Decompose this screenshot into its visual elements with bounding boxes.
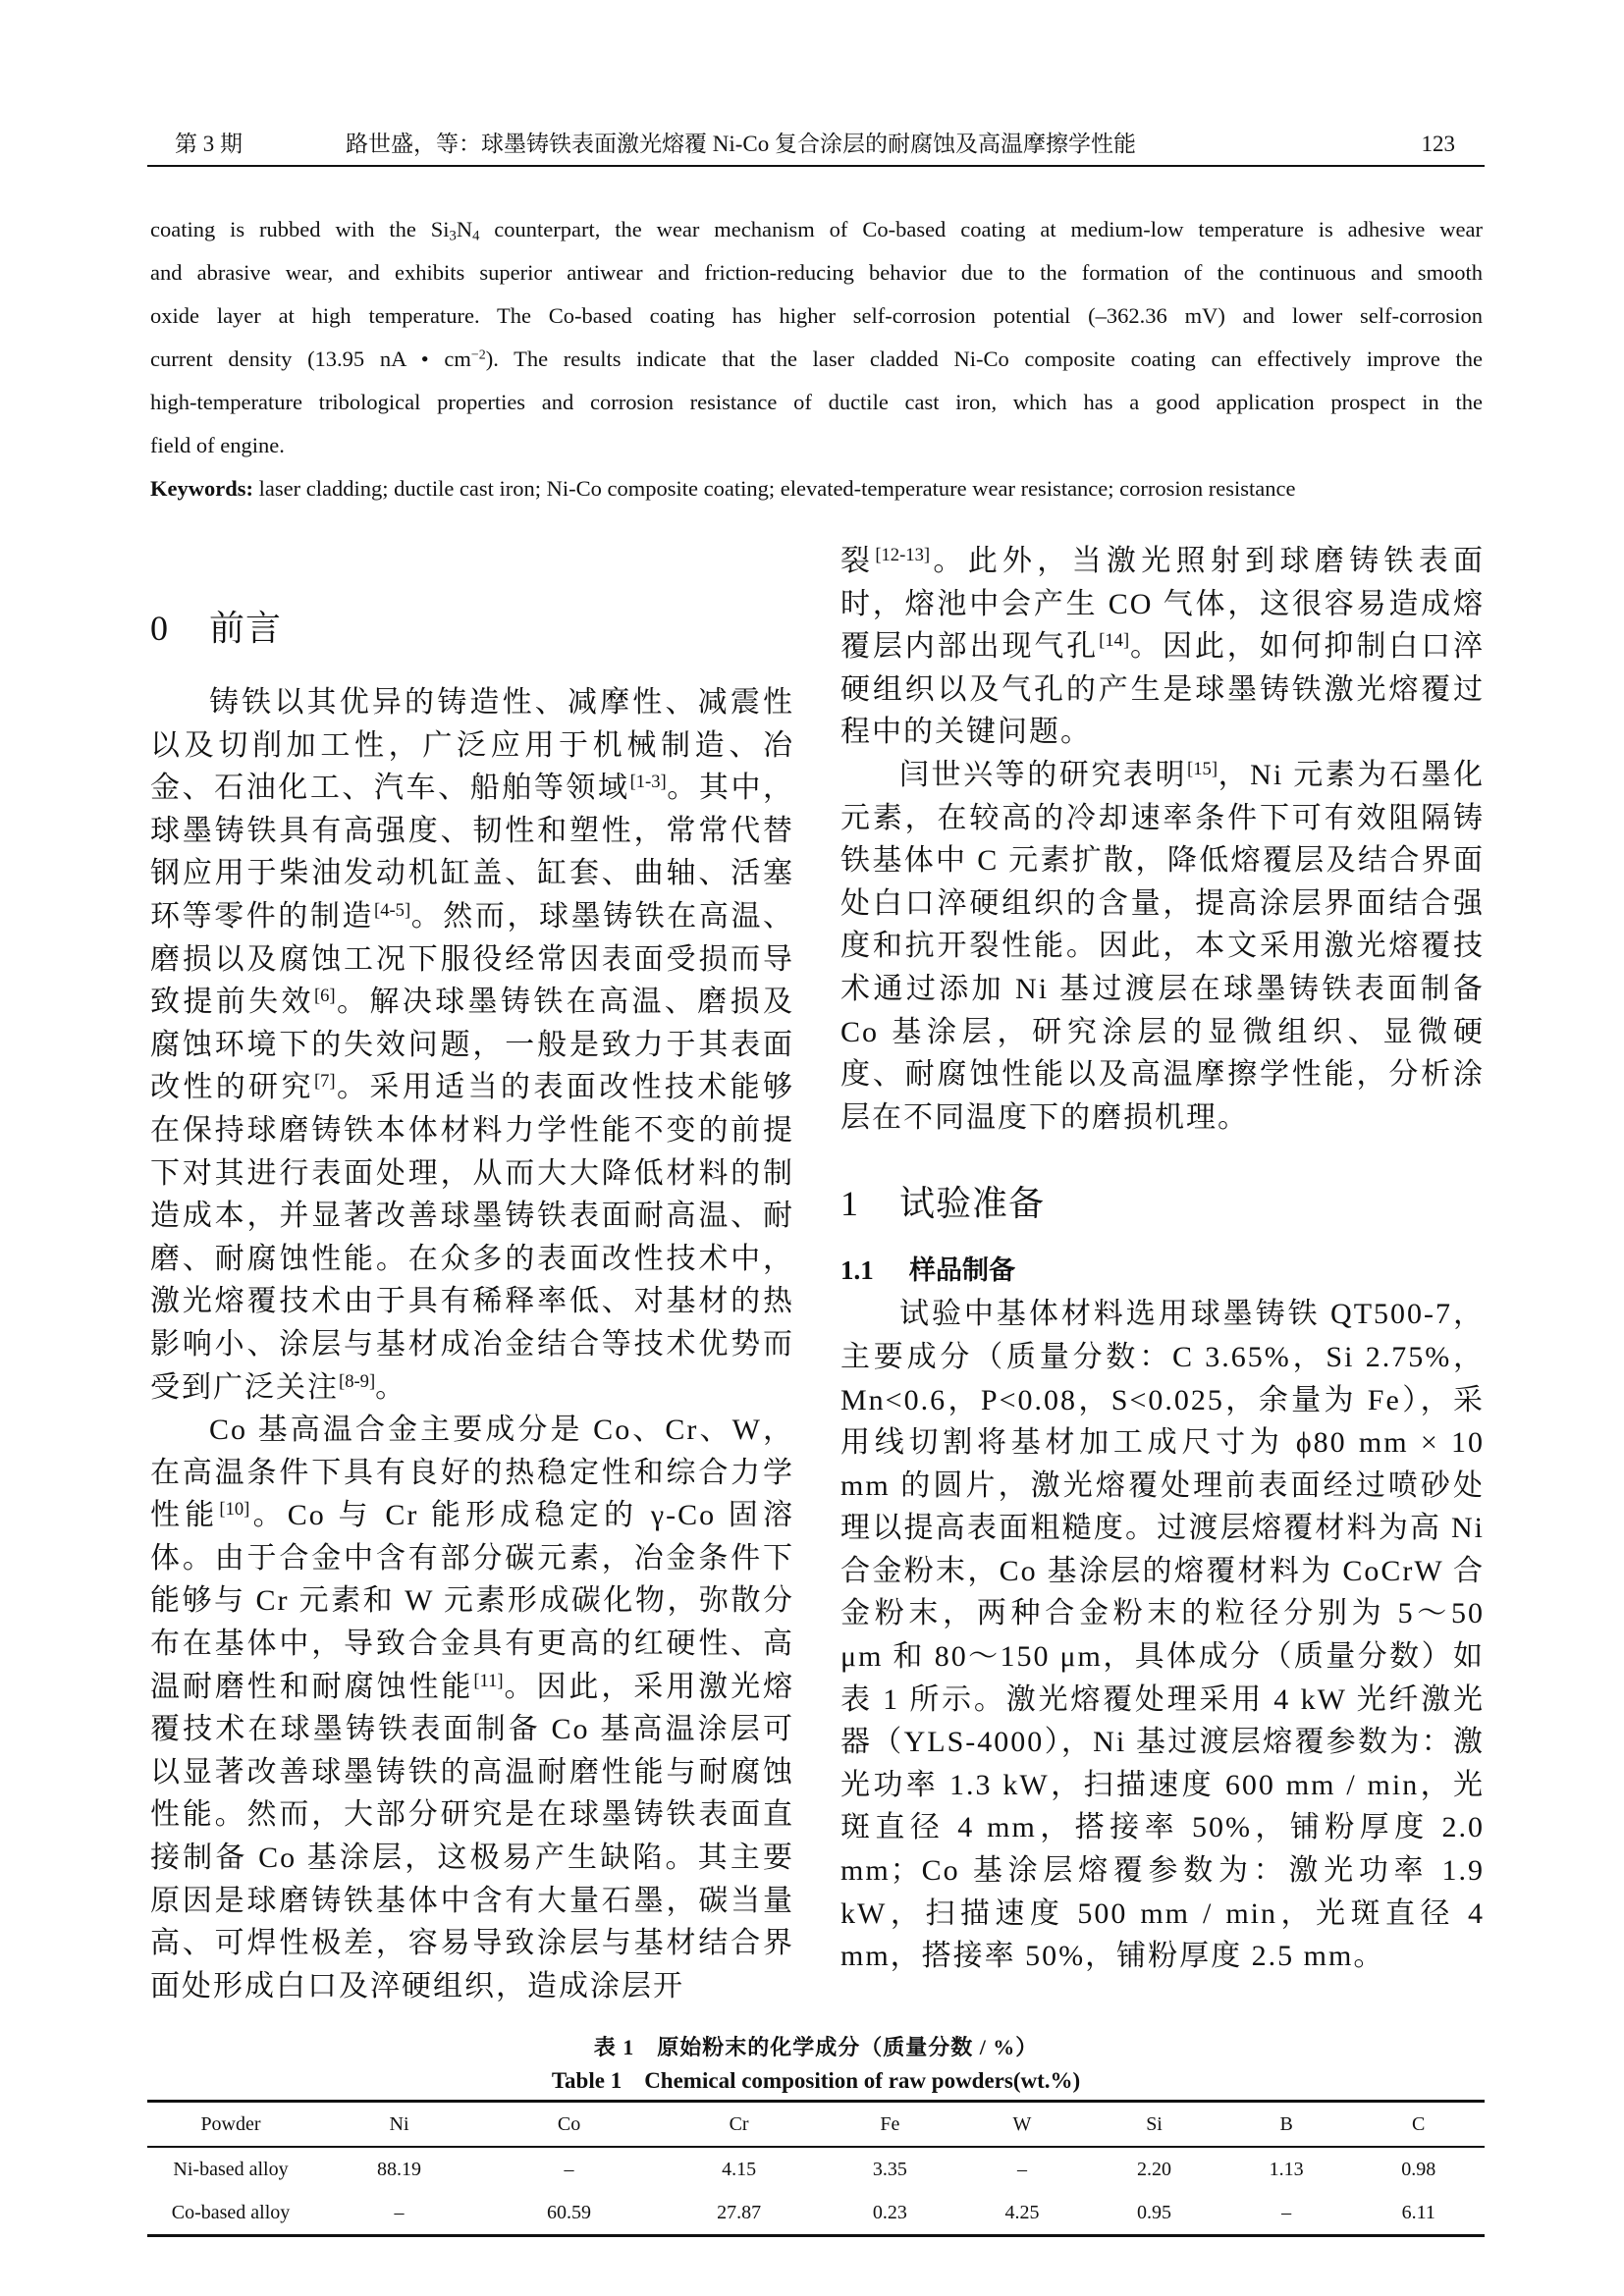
right-column [840, 540, 1485, 2007]
section-heading-0 [150, 599, 794, 658]
abstract-line [150, 338, 1483, 381]
section-number: 0 [150, 609, 169, 648]
citation: [10] [219, 1499, 250, 1521]
text-run: and abrasive wear, and exhibits superior antiwear and friction-reducing behavior due to the formation of the continuous and smooth [150, 260, 1483, 285]
table-cell: – [394, 2201, 405, 2223]
abstract-line [150, 251, 1483, 294]
citation: [14] [1099, 629, 1130, 651]
column-header: W [1012, 2112, 1032, 2135]
table-row [147, 2191, 1485, 2236]
subscript: 3 [449, 228, 457, 244]
column-header: Si [1146, 2112, 1163, 2135]
table-cell: 4.25 [1004, 2201, 1040, 2223]
text-run: ，Ni 元素为石墨化元素，在较高的冷却速率条件下可有效阻隔铸铁基体中 C 元素扩散，降低熔覆层及结合界面处白口淬硬组织的含量，提高涂层界面结合强度和抗开裂性能。因此，本文采用激光熔覆技术通过添加 Ni 基过渡层在球墨铸铁表面制备 Co 基涂层，研究涂层的显微组织、显微硬度、耐腐蚀性能以及高温摩擦学性能，分析涂层在不同温度下的磨损机理。 [840, 758, 1486, 1134]
column-header: Powder [200, 2112, 261, 2135]
subscript: 4 [472, 228, 480, 244]
text-run: coating is rubbed with the Si [150, 217, 450, 241]
table-header-row [147, 2102, 1485, 2148]
citation: [12-13] [875, 544, 931, 565]
text-run: counterpart, the wear mechanism of Co-based coating at medium-low temperature is adhesive wear [479, 217, 1483, 241]
left-column [150, 540, 794, 2007]
table-cell: – [1281, 2201, 1292, 2223]
table-cell: 2.20 [1137, 2158, 1172, 2180]
text-run: 。 [375, 1370, 407, 1404]
text-run: field of engine. [150, 433, 285, 457]
text-run: 。然而，球墨铸铁在高温、磨损以及腐蚀工况下服役经常因表面受损而导致提前失效 [150, 899, 795, 1019]
subsection-title: 样品制备 [909, 1255, 1015, 1287]
two-column-body [150, 540, 1485, 2007]
table-cell: 88.19 [377, 2158, 422, 2180]
text-run: 裂 [840, 545, 876, 577]
citation: [15] [1187, 758, 1218, 779]
citation: [4-5] [374, 899, 411, 921]
table-caption-en: Table 1 Chemical composition of raw powders(wt.%) [551, 2068, 1081, 2094]
text-run: ). The results indicate that the laser cladded Ni-Co composite coating can effectively improve the [485, 347, 1483, 371]
table-cell: 27.87 [717, 2201, 762, 2223]
table-cell: 0.98 [1401, 2158, 1436, 2180]
body-paragraph [840, 754, 1485, 1139]
keywords-text: laser cladding; ductile cast iron; Ni-Co composite coating; elevated-temperature wear resistance; corrosion resistance [253, 476, 1296, 501]
text-run: 。解决球墨铸铁在高温、磨损及腐蚀环境下的失效问题，一般是致力于其表面改性的研究 [150, 986, 795, 1104]
table-cell: 1.13 [1269, 2158, 1304, 2180]
table-block [147, 2031, 1485, 2237]
section-number: 1 [840, 1184, 859, 1224]
body-paragraph [150, 681, 794, 1409]
page-number: 123 [1421, 132, 1455, 156]
abstract [150, 208, 1483, 510]
table-cell: 6.11 [1401, 2201, 1435, 2223]
citation: [7] [313, 1071, 336, 1093]
text-run: N [456, 217, 473, 241]
section-heading-1 [840, 1174, 1485, 1233]
abstract-line [150, 208, 1483, 251]
column-header: Co [557, 2112, 581, 2135]
column-header: Ni [389, 2112, 409, 2135]
text-run: 。此外，当激光照射到球磨铸铁表面时，熔池中会产生 CO 气体，这很容易造成熔覆层内部出现气孔 [840, 545, 1486, 664]
column-header: Cr [729, 2112, 749, 2135]
citation: [11] [473, 1670, 504, 1691]
issue-number: 第 3 期 [175, 132, 243, 156]
keywords [150, 467, 1483, 510]
table-cell: 0.23 [872, 2201, 907, 2223]
text-run: 闫世兴等的研究表明 [899, 758, 1188, 791]
table-cell: 60.59 [547, 2201, 592, 2223]
citation: −2 [470, 347, 486, 363]
abstract-line [150, 294, 1483, 338]
subsection-number: 1.1 [840, 1255, 874, 1286]
running-title: 路世盛，等：球墨铸铁表面激光熔覆 Ni-Co 复合涂层的耐腐蚀及高温摩擦学性能 [346, 132, 1136, 156]
keywords-label: Keywords: [150, 476, 253, 501]
citation: [1-3] [629, 771, 667, 792]
subsection-heading-1-1 [840, 1249, 1485, 1293]
abstract-line [150, 381, 1483, 424]
citation: [8-9] [339, 1370, 376, 1392]
abstract-line [150, 424, 1483, 467]
table-cell: 3.35 [872, 2158, 907, 2180]
body-paragraph [840, 1293, 1485, 1978]
text-run: 试验中基体材料选用球墨铸铁 QT500-7，主要成分（质量分数：C 3.65%，Si 2.75%，Mn<0.6，P<0.08，S<0.025，余量为 Fe），采用线切割将基材加工成尺寸为 ϕ80 mm × 10 mm 的圆片，激光熔覆处理前表面经过喷砂处理以提高表面粗糙度。过渡层熔覆材料为高 Ni 合金粉末，Co 基涂层的熔覆材料为 CoCrW 合金粉末，两种合金粉末的粒径分别为 5～50 μm 和 80～150 μm，具体成分（质量分数）如表 1 所示。激光熔覆处理采用 4 kW 光纤激光器（YLS-4000），Ni 基过渡层熔覆参数为：激光功率 1.3 kW，扫描速度 600 mm / min，光斑直径 4 mm，搭接率 50%，铺粉厚度 2.0 mm；Co 基涂层熔覆参数为：激光功率 1.9 kW，扫描速度 500 mm / min，光斑直径 4 mm，搭接率 50%，铺粉厚度 2.5 mm。 [840, 1298, 1485, 1973]
text-run: 。因此，如何抑制白口淬硬组织以及气孔的产生是球墨铸铁激光熔覆过程中的关键问题。 [840, 630, 1486, 749]
table-cell: – [564, 2158, 574, 2180]
column-header: C [1412, 2112, 1426, 2135]
text-run: 。采用适当的表面改性技术能够在保持球磨铸铁本体材料力学性能不变的前提下对其进行表面处理，从而大大降低材料的制造成本，并显著改善球墨铸铁表面耐高温、耐磨、耐腐蚀性能。在众多的表面改性技术中，激光熔覆技术由于具有稀释率低、对基材的热影响小、涂层与基材成冶金结合等技术优势而受到广泛关注 [150, 1071, 795, 1404]
table-cell: 0.95 [1137, 2201, 1172, 2223]
page [147, 0, 1485, 2237]
table-row [147, 2147, 1485, 2191]
table-cell: Co-based alloy [171, 2201, 291, 2223]
text-run: 。Co 与 Cr 能形成稳定的 γ-Co 固溶体。由于合金中含有部分碳元素，冶金条件下能够与 Cr 元素和 W 元素形成碳化物，弥散分布在基体中，导致合金具有更高的红硬性、高温耐磨性和耐腐蚀性能 [150, 1499, 794, 1703]
column-header: B [1279, 2112, 1293, 2135]
table-cell: Ni-based alloy [173, 2158, 289, 2180]
text-run: 。其中，球墨铸铁具有高强度、韧性和塑性，常常代替钢应用于柴油发动机缸盖、缸套、曲轴、活塞环等零件的制造 [150, 772, 795, 933]
text-run: 铸铁以其优异的铸造性、减摩性、减震性以及切削加工性，广泛应用于机械制造、冶金、石油化工、汽车、船舶等领域 [150, 686, 794, 805]
header-rule [147, 165, 1485, 167]
text-run: oxide layer at high temperature. The Co-based coating has higher self-corrosion potential (–362.36 mV) and lower self-corrosion [150, 303, 1483, 328]
section-title: 试验准备 [899, 1184, 1046, 1224]
text-run: high-temperature tribological properties and corrosion resistance of ductile cast iron, which has a good application prospect in the [150, 390, 1483, 414]
citation: [6] [313, 985, 336, 1006]
text-run: Co 基高温合金主要成分是 Co、Cr、W，在高温条件下具有良好的热稳定性和综合力学性能 [150, 1414, 794, 1532]
table-caption-zh: 表 1 原始粉末的化学成分（质量分数 / %） [593, 2035, 1039, 2060]
text-run: current density (13.95 nA • cm [150, 347, 471, 371]
column-header: Fe [880, 2112, 900, 2135]
composition-table [147, 2100, 1485, 2237]
table-cell: – [1016, 2158, 1027, 2180]
body-paragraph [150, 1409, 794, 2007]
running-header [147, 130, 1485, 165]
body-paragraph [840, 540, 1485, 754]
section-title: 前言 [209, 609, 283, 648]
text-run: 。因此，采用激光熔覆技术在球墨铸铁表面制备 Co 基高温涂层可以显著改善球墨铸铁的高温耐磨性能与耐腐蚀性能。然而，大部分研究是在球墨铸铁表面直接制备 Co 基涂层，这极易产生缺陷。其主要原因是球磨铸铁基体中含有大量石墨，碳当量高、可焊性极差，容易导致涂层与基材结合界面处形成白口及淬硬组织，造成涂层开 [150, 1670, 795, 2002]
table-cell: 4.15 [722, 2158, 757, 2180]
